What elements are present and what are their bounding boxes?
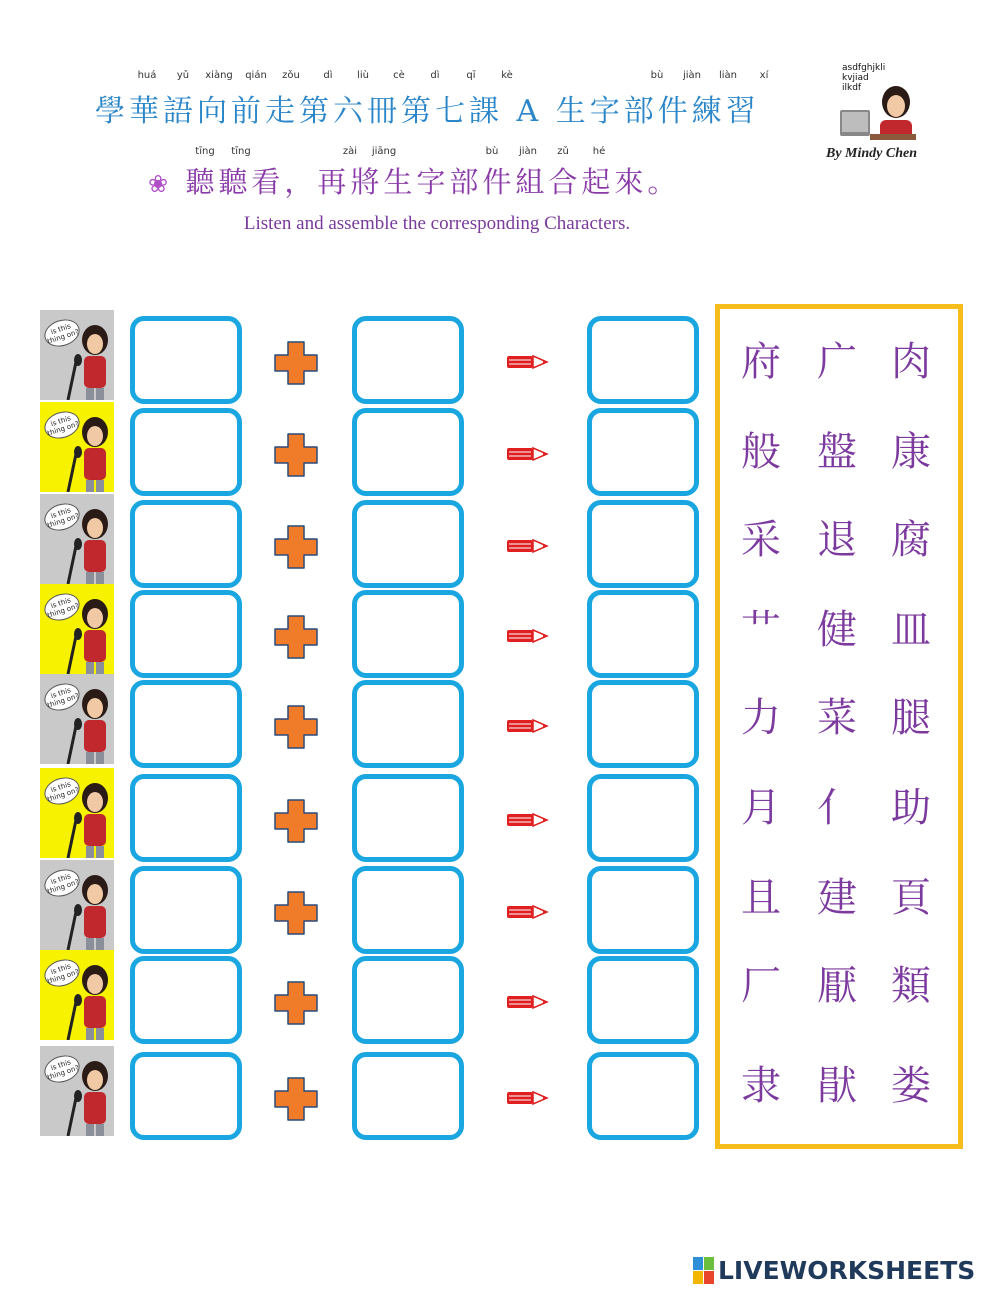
character-tile[interactable]: 腐	[891, 517, 931, 563]
character-tile[interactable]: 康	[891, 429, 931, 475]
character-tile[interactable]: 盤	[817, 429, 857, 475]
first-component-box[interactable]	[130, 866, 242, 954]
plus-icon	[273, 524, 319, 570]
instruction-text	[148, 160, 680, 201]
instruction-pinyin-syllable: jiàn	[518, 146, 538, 157]
plus-icon	[273, 890, 319, 936]
pencil-icon	[507, 718, 549, 734]
second-component-box[interactable]	[352, 500, 464, 588]
microphone-speaker-icon	[40, 768, 114, 858]
first-component-box[interactable]	[130, 590, 242, 678]
pencil-icon	[507, 904, 549, 920]
instruction-pinyin-syllable: tīng	[195, 146, 215, 157]
audio-speaker-button[interactable]	[40, 1046, 114, 1136]
second-component-box[interactable]	[352, 866, 464, 954]
character-tile[interactable]: 建	[817, 875, 857, 921]
answer-character-box[interactable]	[587, 408, 699, 496]
microphone-speaker-icon	[40, 674, 114, 764]
first-component-box[interactable]	[130, 316, 242, 404]
pencil-icon	[507, 354, 549, 370]
character-tile[interactable]: 猒	[817, 1063, 857, 1109]
first-component-box[interactable]	[130, 680, 242, 768]
flower-icon: ❀	[148, 170, 173, 198]
second-component-box[interactable]	[352, 1052, 464, 1140]
logo-mark-icon	[693, 1257, 714, 1284]
speech-bubble: is this thing on?	[41, 589, 83, 625]
title-pinyin-syllable: jiàn	[682, 70, 702, 81]
instruction-pinyin-syllable: zài	[342, 146, 358, 157]
title-pinyin-syllable: bù	[650, 70, 664, 81]
character-tile[interactable]: 健	[817, 607, 857, 653]
character-tile[interactable]: 月	[741, 785, 781, 831]
character-tile[interactable]: 亻	[817, 785, 857, 831]
character-tile[interactable]: 類	[891, 963, 931, 1009]
title-pinyin-syllable: xí	[759, 70, 769, 81]
character-tile[interactable]: 艹	[741, 607, 781, 653]
instruction-pinyin-syllable: jiāng	[371, 146, 397, 157]
speech-bubble: is this thing on?	[41, 955, 83, 991]
title-pinyin-syllable: dì	[430, 70, 440, 81]
audio-speaker-button[interactable]	[40, 674, 114, 764]
title-pinyin-syllable: zǒu	[282, 70, 300, 81]
title-pinyin-syllable: xiàng	[205, 70, 233, 81]
speech-bubble: is this thing on?	[41, 679, 83, 715]
first-component-box[interactable]	[130, 1052, 242, 1140]
title-pinyin-syllable: dì	[323, 70, 333, 81]
title-pinyin-syllable: qī	[466, 70, 476, 81]
answer-character-box[interactable]	[587, 774, 699, 862]
speech-bubble: is this thing on?	[41, 499, 83, 535]
answer-character-box[interactable]	[587, 500, 699, 588]
title-pinyin-syllable: liàn	[718, 70, 738, 81]
speech-bubble: is this thing on?	[41, 773, 83, 809]
character-tile[interactable]: 厭	[817, 963, 857, 1009]
instruction-pinyin-syllable: tīng	[231, 146, 251, 157]
answer-character-box[interactable]	[587, 1052, 699, 1140]
audio-speaker-button[interactable]	[40, 402, 114, 492]
answer-character-box[interactable]	[587, 956, 699, 1044]
pencil-icon	[507, 994, 549, 1010]
character-tile[interactable]: 退	[817, 517, 857, 563]
microphone-speaker-icon	[40, 950, 114, 1040]
character-tile[interactable]: 菜	[817, 695, 857, 741]
title-pinyin-syllable: qián	[245, 70, 267, 81]
instruction-pinyin-syllable: hé	[592, 146, 606, 157]
plus-icon	[273, 432, 319, 478]
answer-character-box[interactable]	[587, 680, 699, 768]
second-component-box[interactable]	[352, 956, 464, 1044]
author-avatar	[838, 60, 918, 142]
title-pinyin-syllable: cè	[393, 70, 405, 81]
character-tile[interactable]: 厂	[741, 963, 781, 1009]
title-pinyin-syllable: liù	[357, 70, 369, 81]
plus-icon	[273, 980, 319, 1026]
speech-bubble: is this thing on?	[41, 865, 83, 901]
pencil-icon	[507, 628, 549, 644]
first-component-box[interactable]	[130, 408, 242, 496]
microphone-speaker-icon	[40, 402, 114, 492]
microphone-speaker-icon	[40, 1046, 114, 1136]
answer-character-box[interactable]	[587, 866, 699, 954]
microphone-speaker-icon	[40, 494, 114, 584]
pencil-icon	[507, 446, 549, 462]
liveworksheets-logo	[693, 1256, 975, 1284]
plus-icon	[273, 614, 319, 660]
character-tile[interactable]: 腿	[891, 695, 931, 741]
plus-icon	[273, 798, 319, 844]
audio-speaker-button[interactable]	[40, 494, 114, 584]
character-tile[interactable]: 隶	[741, 1063, 781, 1109]
doodle-line-1: asdfghjkli	[842, 63, 886, 73]
second-component-box[interactable]	[352, 774, 464, 862]
microphone-speaker-icon	[40, 860, 114, 950]
doodle-line-3: ilkdf	[842, 83, 862, 93]
instruction-pinyin-syllable: zǔ	[557, 146, 569, 157]
speech-bubble: is this thing on?	[41, 407, 83, 443]
second-component-box[interactable]	[352, 680, 464, 768]
answer-character-box[interactable]	[587, 590, 699, 678]
worksheet-title: 學華語向前走第六冊第七課 A 生字部件練習	[95, 94, 760, 129]
character-tile[interactable]: 肉	[891, 339, 931, 385]
author-byline: By Mindy Chen	[826, 146, 918, 161]
character-tile[interactable]: 力	[741, 695, 781, 741]
second-component-box[interactable]	[352, 408, 464, 496]
audio-speaker-button[interactable]	[40, 768, 114, 858]
title-pinyin-syllable: kè	[501, 70, 513, 81]
doodle-line-2: kvjiad	[842, 73, 869, 83]
plus-icon	[273, 1076, 319, 1122]
plus-icon	[273, 704, 319, 750]
first-component-box[interactable]	[130, 500, 242, 588]
speech-bubble: is this thing on?	[41, 1051, 83, 1087]
character-tile[interactable]: 助	[891, 785, 931, 831]
instruction-english: Listen and assemble the corresponding Characters.	[243, 213, 631, 234]
logo-text: LIVEWORKSHEETS	[718, 1255, 976, 1285]
character-tile[interactable]: 娄	[891, 1063, 931, 1109]
audio-speaker-button[interactable]	[40, 860, 114, 950]
character-tile[interactable]: 采	[741, 517, 781, 563]
second-component-box[interactable]	[352, 316, 464, 404]
character-tile[interactable]: 頁	[891, 875, 931, 921]
audio-speaker-button[interactable]	[40, 310, 114, 400]
title-pinyin-syllable: yǔ	[176, 70, 190, 81]
microphone-speaker-icon	[40, 584, 114, 674]
pencil-icon	[507, 812, 549, 828]
first-component-box[interactable]	[130, 956, 242, 1044]
pencil-icon	[507, 538, 549, 554]
instruction-chinese: 聽聽看，再將生字部件組合起來。	[185, 165, 681, 199]
character-tile[interactable]: 府	[741, 339, 781, 385]
character-tile[interactable]: 且	[741, 875, 781, 921]
instruction-pinyin-syllable: bù	[485, 146, 499, 157]
title-pinyin-syllable: huá	[137, 70, 157, 81]
second-component-box[interactable]	[352, 590, 464, 678]
pencil-icon	[507, 1090, 549, 1106]
character-tile[interactable]: 广	[817, 339, 857, 385]
speech-bubble: is this thing on?	[41, 315, 83, 351]
plus-icon	[273, 340, 319, 386]
character-tile[interactable]: 皿	[891, 607, 931, 653]
audio-speaker-button[interactable]	[40, 584, 114, 674]
first-component-box[interactable]	[130, 774, 242, 862]
answer-character-box[interactable]	[587, 316, 699, 404]
audio-speaker-button[interactable]	[40, 950, 114, 1040]
microphone-speaker-icon	[40, 310, 114, 400]
character-tile[interactable]: 般	[741, 429, 781, 475]
